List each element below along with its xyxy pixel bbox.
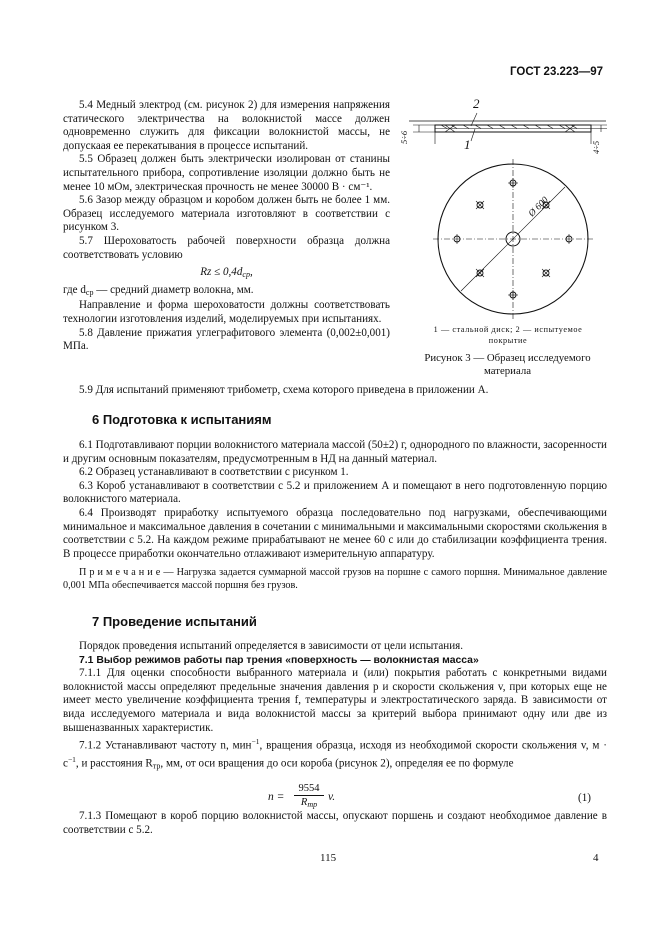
paragraph-5-8: 5.8 Давление прижатия углеграфитового элемента (0,002±0,001) МПа.: [63, 326, 390, 353]
figure-3: [399, 96, 610, 386]
formula-where: где $d_{ср}$ — средний диаметр волокна, мм.: [63, 283, 254, 297]
paragraph-7-1-3: 7.1.3 Помещают в короб порцию волокнистой массы, опускают поршень и создают необходимое давление в соответствии с 5.2.: [63, 810, 607, 836]
note-label: П р и м е ч а н и е: [79, 567, 161, 579]
paragraph-7-1-2: 7.1.2 Устанавливают частоту n, мин$^{-1}$, вращения образца, исходя из необходимой скорости скольжения v, $м \cdot с^{-1}$, и расстояния $R_{тр}$, мм, от оси вращения до оси короба (рисунок 2), определяя ее по формуле: [63, 737, 607, 772]
label-disc: 1: [464, 137, 471, 152]
paragraph-6-2: 6.2 Образец устанавливают в соответствии с рисунком 1.: [79, 466, 349, 479]
sample-drawing: [405, 96, 610, 321]
paragraph-7-1-3-block: [63, 810, 607, 837]
paragraph-5-6: 5.6 Зазор между образцом и коробом должен быть не более 1 мм. Образец исследуемого материала изготовляют в соответствии с рисунком 3.: [63, 194, 390, 234]
document-code: ГОСТ 23.223—97: [510, 66, 604, 78]
section-6-title: 6 Подготовка к испытаниям: [92, 412, 272, 427]
paragraph-5-7: 5.7 Шероховатость рабочей поверхности образца должна соответствовать условию: [63, 234, 390, 261]
paragraph-6-4: 6.4 Производят приработку испытуемого образца последовательно под нагрузками, обеспечивающими минимальное и максимальное давления в сочетании с минимальными и максимальными скоростями скольжения в соответствии с 5.2. На каждом режиме прирабатывают не менее 60 с или до стабилизации коэффициента трения. В процессе приработки окончательно отлаживают измерительную аппаратуру.: [63, 506, 607, 560]
section-7-body: [63, 640, 607, 774]
dim-left: 5÷6: [399, 130, 409, 144]
paragraph-6-3: 6.3 Короб устанавливают в соответствии с 5.2 и приложением А и помещают в него подготовленную порцию волокнистого материала.: [63, 479, 607, 506]
paragraph-5-4: 5.4 Медный электрод (см. рисунок 2) для измерения напряжения статического электричества на волокнистой массе должен одновременно служить для фиксации волокнистой массы, не допускаая ее перекатывания в процессе испытаний.: [63, 99, 390, 152]
dim-right: 4÷5: [591, 140, 601, 154]
section-6-body: [63, 439, 607, 592]
left-column: [63, 99, 390, 354]
figure-caption: Рисунок 3 — Образец исследуемого материала: [424, 352, 591, 377]
paragraph-7-intro: Порядок проведения испытаний определяется в зависимости от цели испытания.: [79, 640, 464, 652]
paragraph-5-5: 5.5 Образец должен быть электрически изолирован от станины испытательного прибора, сопротивление изоляции должно быть не менее 10 мОм, электрическая прочность не менее 30000 В · см⁻¹.: [63, 153, 390, 193]
formula-number: (1): [578, 792, 591, 804]
page-number-center: 115: [320, 852, 337, 864]
paragraph-7-1-1: 7.1.1 Для оценки способности выбранного материала и (или) покрытия работать с конкретными видами волокнистой массы определяют предельные значения давления p и скорости скольжения v, при которых еще не имеет место увеличение коэффициента трения f, температуры и электростатического заряда. В зависимости от вида исследуемого материала и вида волокнистой массы за критерий выбора принимают одну или две из вышеназванных характеристик.: [63, 667, 607, 734]
note-text: — Нагрузка задается суммарной массой грузов на поршне с самого поршня. Минимальное давление 0,001 МПа обеспечивается массой поршня без грузов.: [63, 567, 607, 592]
label-coating: 2: [473, 96, 480, 111]
subsection-7-1: 7.1 Выбор режимов работы пар трения «поверхность — волокнистая масса»: [79, 654, 479, 666]
note: [63, 566, 607, 592]
section-7-title: 7 Проведение испытаний: [92, 614, 257, 629]
diameter-label: Ø 600: [527, 195, 551, 220]
paragraph-6-1: 6.1 Подготавливают порции волокнистого материала массой (50±2) г, однородного по влажности, засоренности и другим основным показателям, предусмотренным в НД на данный материал.: [63, 439, 607, 465]
figure-legend: 1 — стальной диск; 2 — испытуемое покрытие: [433, 325, 583, 345]
paragraph-5-7b: Направление и форма шероховатости должны соответствовать технологии изготовления изделий, моделируемых при испытаниях.: [63, 299, 390, 325]
page-number-right: 4: [593, 852, 599, 864]
paragraph-5-9: 5.9 Для испытаний применяют трибометр, схема которого приведена в приложении А.: [79, 384, 489, 396]
paragraph-5-9-block: [63, 384, 607, 398]
roughness-formula: $Rz \le 0,4d_{ср}$,: [200, 266, 253, 280]
